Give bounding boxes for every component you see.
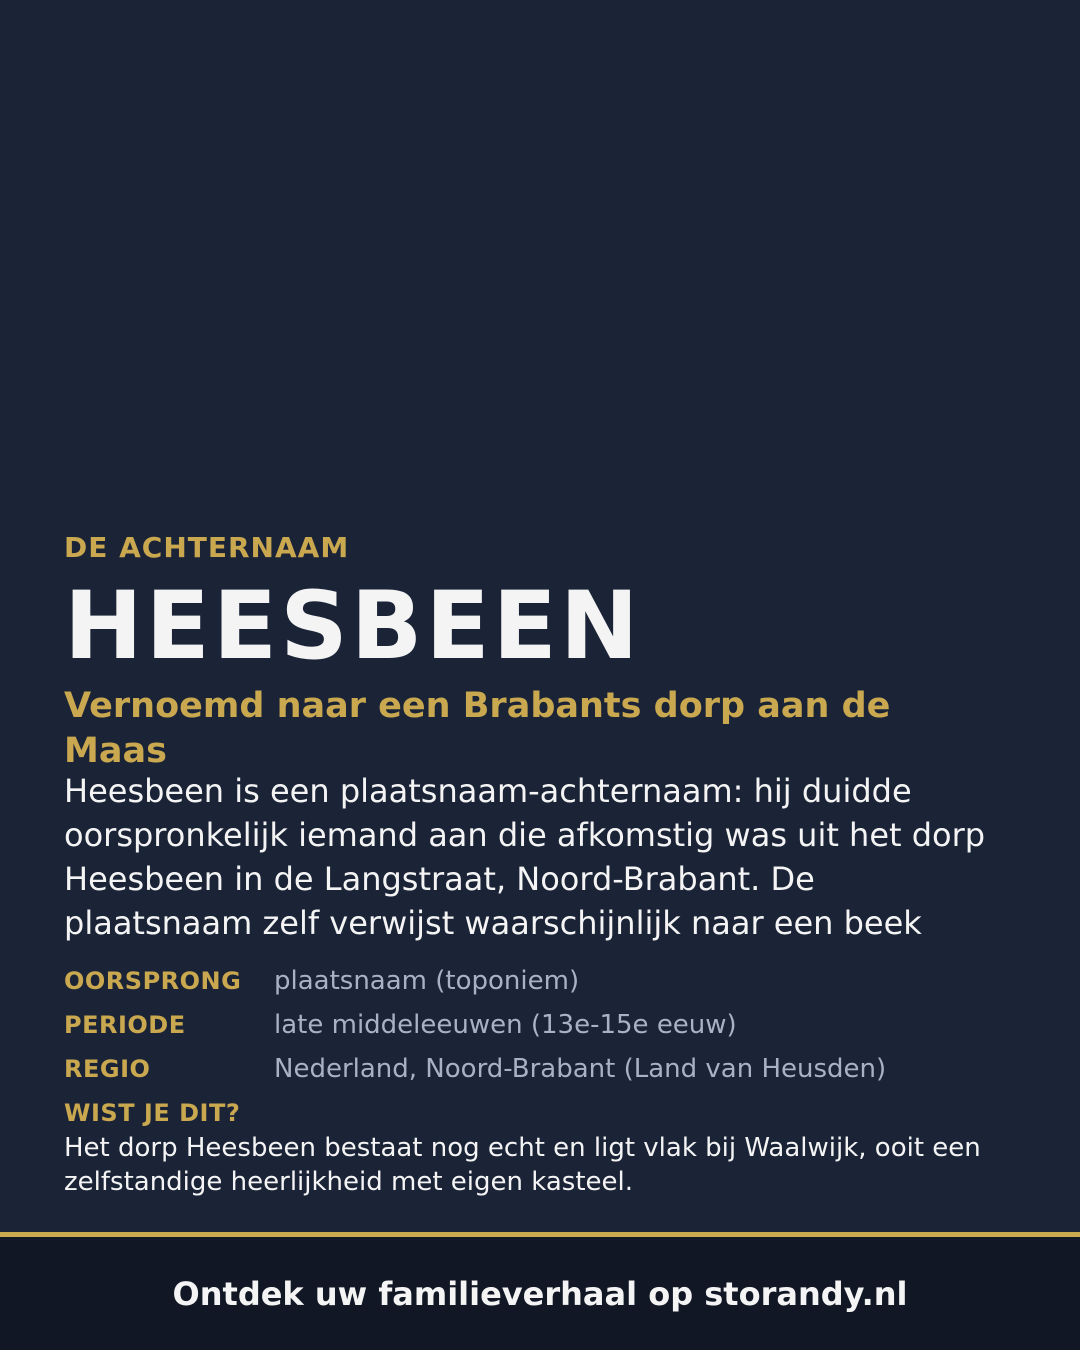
- fact-value: Nederland, Noord-Brabant (Land van Heusden): [274, 1054, 887, 1084]
- eyebrow-label: DE ACHTERNAAM: [64, 531, 350, 564]
- footer-bar: [0, 1232, 1080, 1350]
- surname-title: HEESBEEN: [64, 572, 642, 681]
- fact-label: PERIODE: [64, 1011, 186, 1039]
- fact-label: OORSPRONG: [64, 967, 242, 995]
- did-you-know-text: Het dorp Heesbeen bestaat nog echt en ligt vlak bij Waalwijk, ooit een zelfstandige heerlijkheid met eigen kasteel.: [64, 1133, 981, 1197]
- fact-value: plaatsnaam (toponiem): [274, 966, 580, 996]
- footer-cta-link[interactable]: Ontdek uw familieverhaal op storandy.nl: [172, 1275, 908, 1313]
- fact-label: REGIO: [64, 1055, 151, 1083]
- did-you-know-label: WIST JE DIT?: [64, 1099, 241, 1127]
- subtitle: Vernoemd naar een Brabants dorp aan de Maas: [64, 686, 891, 771]
- description: Heesbeen is een plaatsnaam-achternaam: hij duidde oorspronkelijk iemand aan die afkomstig was uit het dorp Heesbeen in de Langstraat, Noord-Brabant. De plaatsnaam zelf verwijst waarschijnlijk naar een beek: [64, 772, 986, 942]
- fact-value: late middeleeuwen (13e-15e eeuw): [274, 1010, 737, 1040]
